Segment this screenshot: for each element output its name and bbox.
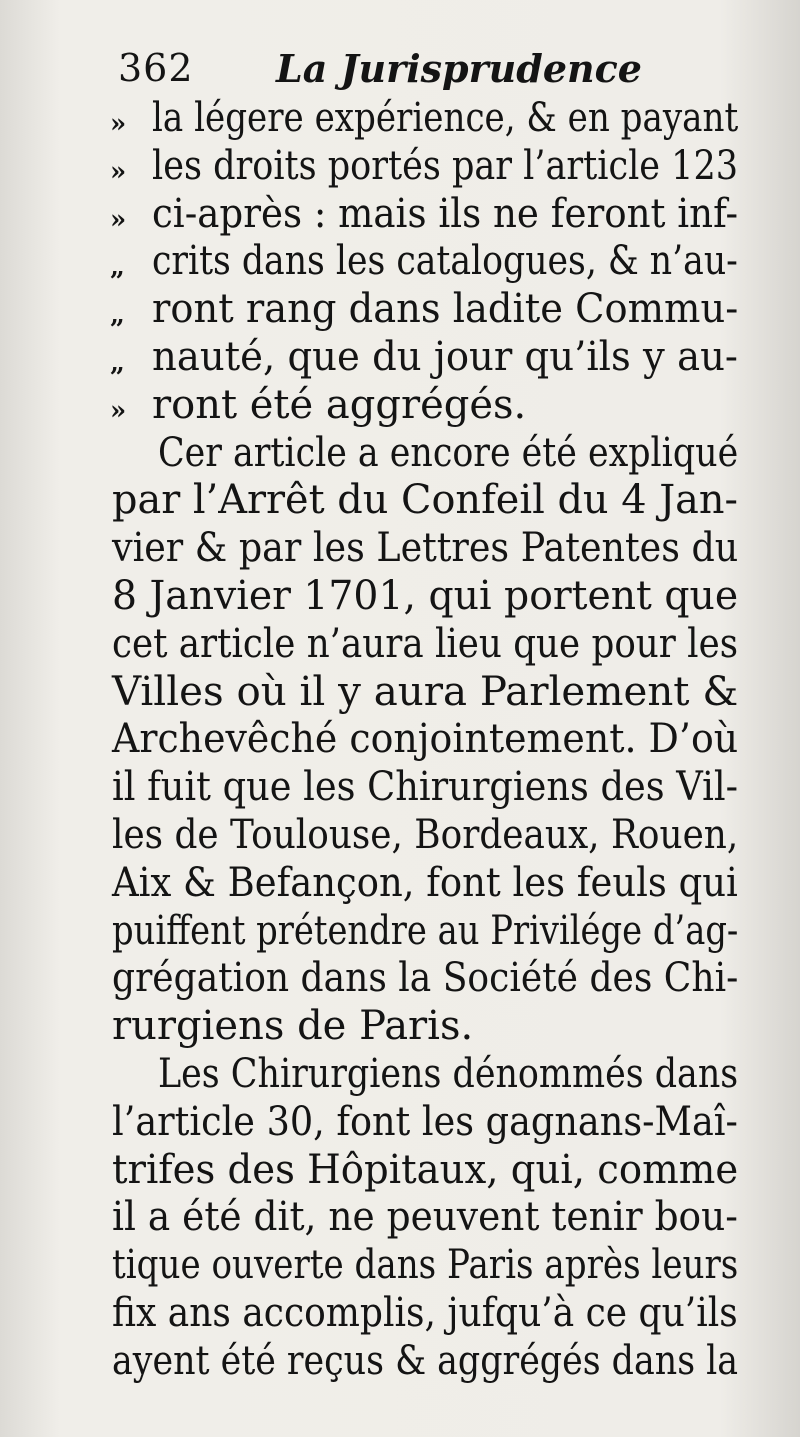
line-text: les droits portés par l’article 123	[152, 142, 739, 189]
line-text: nauté, que du jour qu’ils y au-	[152, 334, 738, 380]
line-text: trifes des Hôpitaux, qui, comme	[112, 1146, 739, 1193]
line-text: Villes où il y aura Parlement &	[112, 668, 739, 715]
text-line	[0, 235, 800, 287]
text-line	[0, 188, 800, 240]
line-text: l’article 30, font les gagnans-Maî-	[112, 1098, 738, 1145]
text-line	[0, 857, 800, 909]
line-text: ci-après : mais ils ne feront inf-	[152, 190, 739, 237]
quote-mark: »	[110, 156, 127, 187]
text-line	[0, 1191, 800, 1243]
line-text: il a été dit, ne peuvent tenir bou-	[112, 1194, 738, 1241]
line-text: Les Chirurgiens dénommés dans	[158, 1051, 739, 1097]
line-text: fix ans accomplis, jufqu’à ce qu’ils	[112, 1290, 738, 1336]
text-line	[0, 1144, 800, 1196]
page-header	[118, 38, 738, 98]
line-text: ront été aggrégés.	[152, 381, 527, 428]
line-text: Cer article a encore été expliqué	[158, 429, 739, 476]
line-text: vier & par les Lettres Patentes du	[112, 525, 739, 572]
running-head: La Jurisprudence	[276, 46, 642, 91]
text-line	[0, 331, 800, 383]
text-line	[0, 570, 800, 622]
quote-mark: „	[110, 252, 125, 283]
text-line	[0, 761, 800, 813]
line-text: tique ouverte dans Paris après leurs	[112, 1242, 739, 1289]
text-line	[0, 952, 800, 1004]
line-text: cet article n’aura lieu que pour les	[112, 620, 739, 667]
text-line	[0, 283, 800, 335]
quote-mark: »	[110, 204, 127, 235]
text-line	[0, 1239, 800, 1291]
quote-mark: »	[110, 395, 127, 426]
text-line	[0, 474, 800, 526]
text-line	[0, 1287, 800, 1339]
text-line	[0, 522, 800, 574]
text-line	[0, 809, 800, 861]
text-line	[0, 140, 800, 192]
quote-mark: „	[110, 348, 125, 378]
line-text: ayent été reçus & aggrégés dans la	[112, 1337, 739, 1384]
text-line	[0, 1335, 800, 1387]
line-text: il fuit que les Chirurgiens des Vil-	[112, 764, 739, 811]
text-line	[0, 618, 800, 670]
line-text: Archevêché conjointement. D’où	[112, 716, 739, 763]
line-text: grégation dans la Société des Chi-	[112, 955, 739, 1002]
text-line	[0, 92, 800, 144]
line-text: puiffent prétendre au Privilége d’ag-	[112, 907, 739, 954]
quote-mark: „	[110, 300, 125, 331]
text-line	[0, 905, 800, 957]
line-text: 8 Janvier 1701, qui portent que	[112, 573, 739, 619]
text-line	[0, 666, 800, 718]
text-line	[0, 1096, 800, 1148]
text-line	[0, 379, 800, 431]
line-text: les de Toulouse, Bordeaux, Rouen,	[112, 812, 739, 858]
page-number: 362	[118, 46, 194, 90]
text-line	[0, 1000, 800, 1052]
line-text: ront rang dans ladite Commu-	[152, 286, 739, 333]
text-line	[0, 713, 800, 765]
quote-mark: »	[110, 109, 127, 139]
line-text: la légere expérience, & en payant	[152, 95, 739, 141]
text-line	[0, 1048, 800, 1100]
line-text: par l’Arrêt du Confeil du 4 Jan-	[112, 477, 738, 524]
line-text: Aix & Befançon, font les feuls qui	[112, 859, 738, 906]
line-text: rurgiens de Paris.	[112, 1003, 474, 1050]
line-text: crits dans les catalogues, & n’au-	[152, 238, 738, 285]
text-line	[0, 427, 800, 479]
